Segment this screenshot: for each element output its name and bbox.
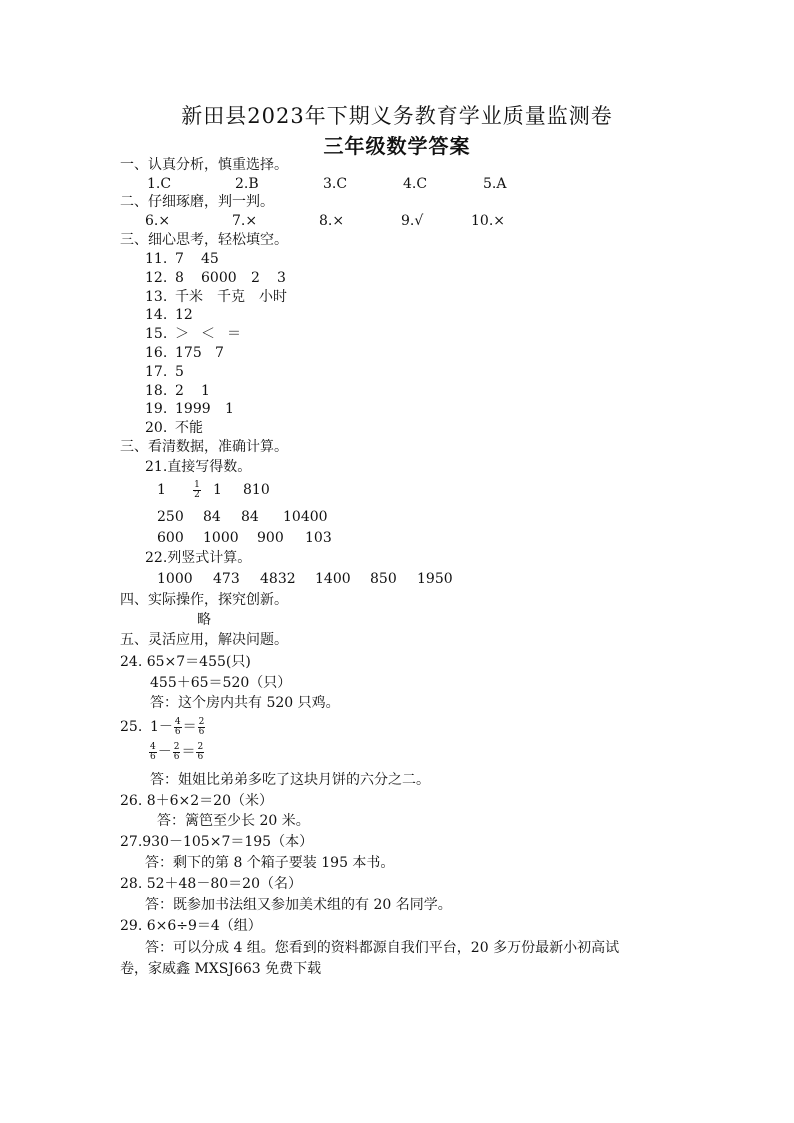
fill-blank-value: 1999 xyxy=(175,401,211,418)
vertical-calc-value: 1950 xyxy=(417,571,453,587)
fill-blank-value: ＞ xyxy=(175,326,189,343)
answer-10: 10.× xyxy=(471,213,505,229)
equals-sign: ＝ xyxy=(181,744,196,760)
q25-answer: 答：姐姐比弟弟多吃了这块月饼的六分之二。 xyxy=(150,772,430,788)
fill-blank-item xyxy=(145,419,217,437)
fill-blank-value: ＝ xyxy=(227,326,241,343)
question-number: 17. xyxy=(145,363,168,380)
section-2-heading: 二、仔细琢磨，判一判。 xyxy=(120,194,274,210)
fill-blank-value: 5 xyxy=(175,363,184,380)
answer-4: 4.C xyxy=(403,176,428,192)
page-subtitle: 三年级数学答案 xyxy=(323,134,471,158)
fill-blank-value: ＜ xyxy=(201,326,215,343)
vertical-calc-results xyxy=(157,570,453,588)
fill-blank-item xyxy=(145,288,301,306)
fill-blank-value: 7 xyxy=(215,345,224,361)
q27-answer: 答：剩下的第 8 个箱子要装 195 本书。 xyxy=(145,855,395,871)
q25-equation-1 xyxy=(120,716,206,738)
fill-blank-item xyxy=(145,344,241,362)
oral-calc-value: 84 xyxy=(241,509,259,525)
q28-equation: 28. 52＋48－80＝20（名） xyxy=(120,876,302,892)
vertical-calc-value: 1000 xyxy=(157,571,193,587)
fraction xyxy=(198,718,206,737)
equation-text: 1－ xyxy=(150,719,173,735)
q24-equation-2: 455＋65＝520（只） xyxy=(150,675,292,691)
oral-calc-value: 810 xyxy=(243,482,270,498)
fraction-denominator: 6 xyxy=(173,751,180,762)
question-number: 19. xyxy=(145,401,168,418)
answer-5: 5.A xyxy=(483,176,507,192)
minus-sign: － xyxy=(157,744,172,760)
fill-blank-value: 7 xyxy=(175,251,184,267)
fill-blank-value: 2 xyxy=(175,382,184,399)
question-number: 18. xyxy=(145,382,168,399)
q25-equation-2 xyxy=(148,741,205,763)
q27-equation: 27.930－105×7＝195（本） xyxy=(120,834,314,850)
question-22-label: 22.列竖式计算。 xyxy=(145,550,252,566)
fraction xyxy=(173,743,181,762)
answer-9: 9.√ xyxy=(401,213,424,229)
oral-calc-row-1 xyxy=(157,480,270,500)
section-5-heading: 四、实际操作，探究创新。 xyxy=(120,592,288,608)
oral-calc-value: 250 xyxy=(157,509,184,525)
question-number: 11. xyxy=(145,251,168,267)
section-1-answers xyxy=(147,175,506,193)
fraction-denominator: 6 xyxy=(197,751,204,762)
oral-calc-value: 900 xyxy=(257,530,284,546)
fill-blank-value: 1 xyxy=(201,382,210,399)
q29-equation: 29. 6×6÷9＝4（组） xyxy=(120,918,262,934)
answer-6: 6.× xyxy=(145,213,171,229)
fraction-numerator: 2 xyxy=(173,741,180,752)
section-5-answer: 略 xyxy=(197,612,211,628)
fill-blank-item xyxy=(145,325,253,343)
fill-blank-value: 45 xyxy=(201,251,219,267)
answer-7: 7.× xyxy=(232,213,258,229)
section-4-heading: 三、看清数据，准确计算。 xyxy=(120,439,288,455)
answer-2: 2.B xyxy=(235,176,259,192)
fill-blank-item xyxy=(145,306,217,324)
fraction-denominator: 6 xyxy=(150,751,156,762)
q29-answer: 答：可以分成 4 组。您看到的资料都源自我们平台，20 多万份最新小初高试 xyxy=(145,940,620,956)
question-number: 15. xyxy=(145,326,168,343)
fill-blank-value: 3 xyxy=(277,269,286,286)
section-3-heading: 三、细心思考，轻松填空。 xyxy=(120,232,288,248)
fill-blank-value: 2 xyxy=(251,269,260,286)
answer-1: 1.C xyxy=(147,176,172,192)
fill-blank-value: 6000 xyxy=(201,269,237,286)
answer-3: 3.C xyxy=(323,176,348,192)
equals-sign: ＝ xyxy=(182,719,197,735)
section-2-answers xyxy=(145,212,505,230)
fill-blank-value: 小时 xyxy=(259,288,287,305)
vertical-calc-value: 850 xyxy=(370,571,397,587)
q26-equation: 26. 8＋6×2＝20（米） xyxy=(120,793,273,809)
fraction-numerator: 2 xyxy=(198,716,205,727)
q24-answer: 答：这个房内共有 520 只鸡。 xyxy=(150,695,340,711)
fraction xyxy=(196,743,204,762)
fill-blank-value: 1 xyxy=(225,401,234,418)
section-1-heading: 一、认真分析，慎重选择。 xyxy=(120,157,288,173)
vertical-calc-value: 473 xyxy=(213,571,240,587)
question-number: 25. xyxy=(120,719,143,735)
fraction-numerator: 1 xyxy=(194,479,200,490)
fraction-denominator: 2 xyxy=(194,489,200,500)
question-number: 12. xyxy=(145,269,168,286)
q26-answer: 答：篱笆至少长 20 米。 xyxy=(157,813,310,829)
q29-answer-continued: 卷，家威鑫 MXSJ663 免费下载 xyxy=(120,961,322,977)
page-title: 新田县2023年下期义务教育学业质量监测卷 xyxy=(181,104,613,128)
oral-calc-row-3 xyxy=(157,529,332,547)
fraction-one-half xyxy=(182,481,212,500)
oral-calc-row-2 xyxy=(157,508,328,526)
fill-blank-item xyxy=(145,269,303,287)
question-number: 13. xyxy=(145,288,168,305)
oral-calc-value: 84 xyxy=(203,509,221,525)
q28-answer: 答：既参加书法组又参加美术组的有 20 名同学。 xyxy=(145,897,452,913)
fraction-numerator: 4 xyxy=(150,741,156,752)
q24-equation-1: 24. 65×7＝455(只) xyxy=(120,654,251,670)
question-number: 16. xyxy=(145,345,168,361)
fraction-numerator: 4 xyxy=(174,716,181,727)
vertical-calc-value: 1400 xyxy=(315,571,351,587)
fraction-denominator: 6 xyxy=(174,726,181,737)
vertical-calc-value: 4832 xyxy=(260,571,296,587)
fraction-denominator: 6 xyxy=(198,726,205,737)
answer-8: 8.× xyxy=(319,213,345,229)
fill-blank-item xyxy=(145,400,251,418)
fraction-numerator: 2 xyxy=(197,741,204,752)
oral-calc-value: 600 xyxy=(157,530,184,546)
fill-blank-value: 175 xyxy=(175,345,202,361)
fill-blank-value: 不能 xyxy=(175,420,203,437)
section-6-heading: 五、灵活应用，解决问题。 xyxy=(120,632,288,648)
oral-calc-value: 1 xyxy=(213,482,222,498)
fill-blank-item xyxy=(145,382,227,400)
fraction xyxy=(149,743,157,762)
oral-calc-value: 10400 xyxy=(283,509,328,525)
oral-calc-value: 1000 xyxy=(203,530,239,546)
fill-blank-item xyxy=(145,250,243,268)
question-number: 14. xyxy=(145,307,168,324)
fill-blank-value: 千克 xyxy=(217,288,245,305)
question-number: 20. xyxy=(145,420,168,437)
oral-calc-value: 103 xyxy=(305,530,332,546)
oral-calc-value: 1 xyxy=(157,482,166,498)
fill-blank-value: 8 xyxy=(175,269,184,286)
fill-blank-value: 12 xyxy=(175,307,193,324)
fill-blank-value: 千米 xyxy=(175,288,203,305)
fraction xyxy=(174,718,182,737)
fill-blank-item xyxy=(145,363,201,381)
question-21-label: 21.直接写得数。 xyxy=(145,459,252,475)
